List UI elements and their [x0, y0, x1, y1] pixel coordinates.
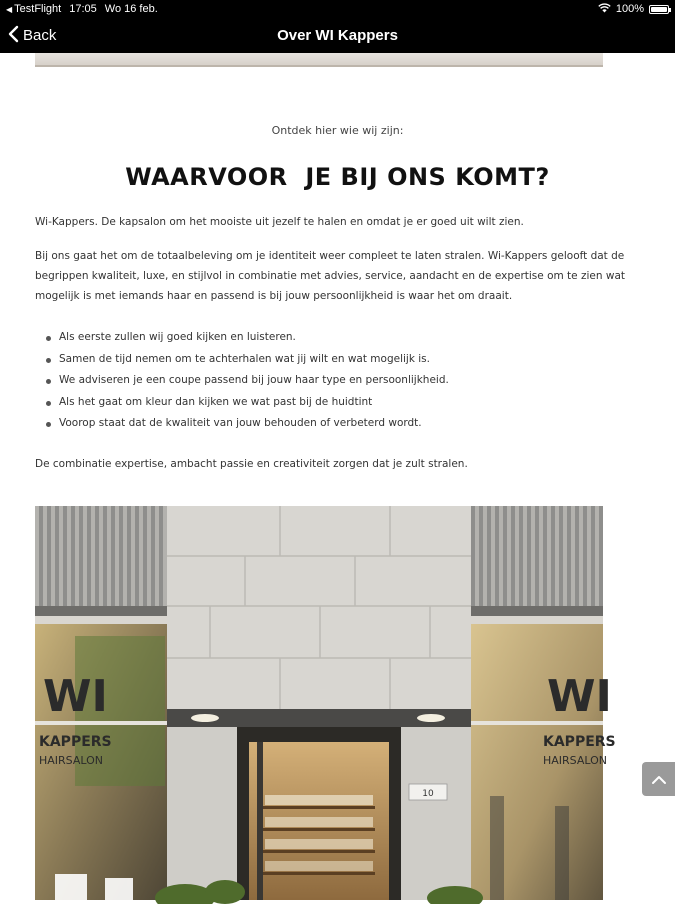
page-title: Over WI Kappers — [277, 27, 398, 44]
status-time: 17:05 — [69, 3, 97, 15]
sign-left-line2: HAIRSALON — [39, 754, 104, 767]
paragraph-closing: De combinatie expertise, ambacht passie en creativiteit zorgen dat je zult stralen. — [35, 458, 468, 470]
storefront-illustration — [35, 506, 616, 900]
status-date: Wo 16 feb. — [104, 3, 158, 15]
back-triangle-icon: ◀ — [6, 4, 13, 14]
list-item: We adviseren je een coupe passend bij jouw haar type en persoonlijkheid. — [35, 370, 635, 392]
status-back-app[interactable] — [6, 3, 61, 15]
list-item: Samen de tijd nemen om te achterhalen wat jij wilt en wat mogelijk is. — [35, 349, 635, 371]
back-label: Back — [23, 27, 57, 44]
status-bar — [0, 0, 675, 18]
benefits-list — [35, 327, 635, 435]
intro-text: Ontdek hier wie wij zijn: — [271, 124, 404, 137]
storefront-photo — [35, 506, 616, 900]
wifi-icon — [598, 3, 611, 16]
scroll-to-top-button[interactable] — [642, 762, 675, 796]
house-number: 10 — [422, 789, 434, 799]
sign-right-line1: KAPPERS — [543, 734, 616, 750]
sign-right-line2: HAIRSALON — [543, 754, 608, 767]
chevron-up-icon — [651, 770, 667, 789]
sign-left-line1: KAPPERS — [39, 734, 112, 750]
list-item: Als het gaat om kleur dan kijken we wat past bij de huidtint — [35, 392, 635, 414]
content-area[interactable] — [0, 53, 675, 900]
list-item: Als eerste zullen wij goed kijken en luisteren. — [35, 327, 635, 349]
chevron-left-icon — [8, 25, 19, 47]
paragraph-about: Bij ons gaat het om de totaalbeleving om je identiteit weer compleet te laten stralen. Wi-Kappers gelooft dat de begrippen kwaliteit, luxe, en stijlvol in combinatie met advies, service, aandacht en de expertise om te zien wat mogelijk is met iemands haar en passend is bij jouw persoonlijkheid is waar het om draait. — [35, 250, 625, 302]
nav-bar — [0, 18, 675, 53]
battery-percent: 100% — [615, 3, 644, 15]
back-button[interactable] — [8, 18, 56, 53]
battery-fill — [651, 7, 667, 12]
status-back-app-label: TestFlight — [14, 3, 62, 15]
header-photo — [35, 53, 603, 67]
logo-right: WI — [547, 671, 612, 722]
section-heading: WAARVOOR JE BIJ ONS KOMT? — [125, 163, 550, 191]
paragraph-intro: Wi-Kappers. De kapsalon om het mooiste uit jezelf te halen en omdat je er goed uit wilt zien. — [35, 216, 524, 228]
list-item: Voorop staat dat de kwaliteit van jouw behouden of verbeterd wordt. — [35, 413, 635, 435]
battery-icon — [649, 5, 669, 14]
logo-left: WI — [43, 671, 108, 722]
